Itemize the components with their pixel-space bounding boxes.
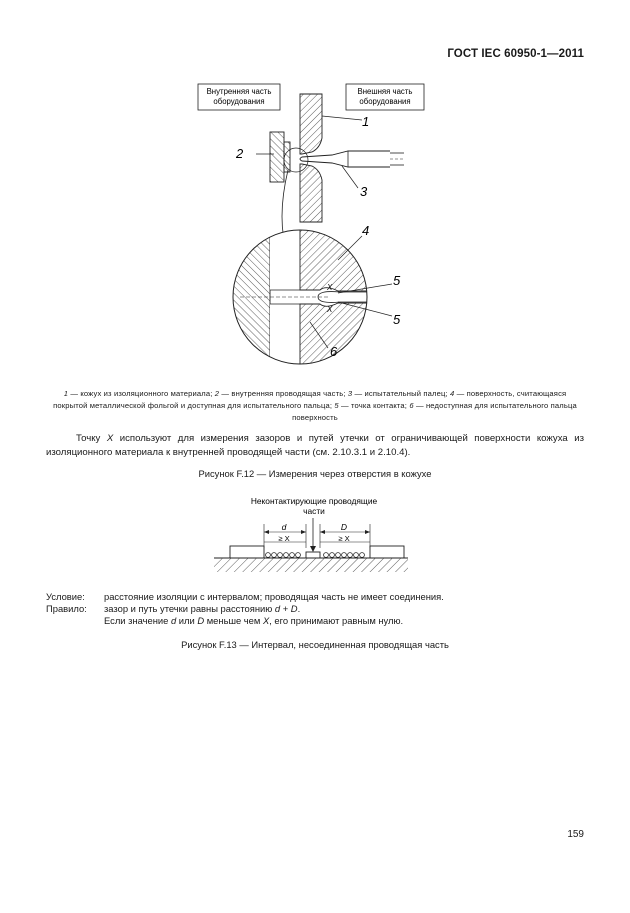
inner-part-label-1: Внутренняя часть — [206, 87, 272, 96]
callout-5b: 5 — [393, 312, 401, 327]
rule2-D: D — [197, 615, 205, 626]
callout-3: 3 — [360, 184, 368, 199]
legend-text-5: — точка контакта; — [338, 401, 410, 410]
body-paragraph — [46, 432, 584, 460]
figure-f13-drawing — [210, 494, 410, 578]
legend-num-4: 4 — [450, 389, 455, 398]
f13-right-conductor — [370, 546, 404, 558]
condition-label: Условие: — [46, 591, 85, 602]
f13-ge-x-right: ≥ X — [338, 534, 350, 543]
legend-text-2: — внутренняя проводящая часть; — [219, 389, 348, 398]
test-finger — [300, 151, 390, 167]
legend-num-2: 2 — [214, 389, 220, 398]
rule-D: D — [290, 603, 298, 614]
callout-4: 4 — [362, 223, 370, 238]
outer-part-label-2: оборудования — [359, 97, 411, 106]
f13-creepage-right — [324, 553, 365, 558]
f13-label-d: d — [281, 522, 287, 532]
f13-floating-part — [306, 552, 320, 558]
legend-num-1: 1 — [63, 389, 69, 398]
rule2-part-1: Если значение — [104, 615, 171, 626]
rule2-or: или — [176, 615, 198, 626]
f13-title-line2: части — [303, 506, 325, 516]
rule-line-2 — [104, 614, 403, 627]
enclosure-wall-lower — [300, 164, 322, 222]
rule-part-1: зазор и путь утечки равны расстоянию — [104, 603, 275, 614]
legend-text-6: — недоступная для испытательного пальца поверхность — [292, 401, 577, 422]
x-mark-lower: X — [327, 305, 333, 314]
f13-title-line1: Неконтактирующие проводящие — [250, 496, 378, 506]
para-x: X — [106, 433, 114, 444]
figure-f12-caption: Рисунок F.12 — Измерения через отверстия в кожухе — [198, 468, 432, 479]
f13-label-D: D — [340, 522, 348, 532]
legend-text-4: — поверхность, считающаяся покрытой металлической фольгой и доступная для испытательного пальца; — [53, 389, 567, 410]
condition-text: расстояние изоляции с интервалом; проводящая часть не имеет соединения. — [104, 591, 444, 602]
inner-conductive-part — [270, 132, 284, 182]
callout-5a: 5 — [393, 273, 401, 288]
legend-num-6: 6 — [409, 401, 414, 410]
legend-text-1: — кожух из изоляционного материала; — [68, 389, 215, 398]
rule-plus: + — [280, 603, 291, 614]
figure-f13-caption: Рисунок F.13 — Интервал, несоединенная проводящая часть — [181, 639, 449, 650]
f13-ge-x-left: ≥ X — [278, 534, 290, 543]
legend-text-3: — испытательный палец; — [352, 389, 451, 398]
rule2-part-2: меньше чем — [204, 615, 263, 626]
f13-left-conductor — [230, 546, 264, 558]
page-number: 159 — [567, 829, 584, 840]
para-part-1: Точку — [76, 433, 107, 444]
x-mark-upper: X — [327, 283, 333, 292]
standard-header: ГОСТ IEC 60950-1—2011 — [447, 48, 584, 60]
callout-6: 6 — [330, 344, 338, 359]
callout-2: 2 — [236, 146, 244, 161]
rule2-part-3: , его принимают равным нулю. — [269, 615, 404, 626]
rule-end: . — [297, 603, 301, 614]
figure-f12-drawing — [190, 80, 430, 380]
inner-part-label-2: оборудования — [213, 97, 265, 106]
enclosure-wall-upper — [300, 94, 322, 154]
rule2-x: X — [262, 615, 270, 626]
f13-condition-block — [46, 590, 584, 630]
rule-label: Правило: — [46, 603, 87, 614]
f13-creepage-left — [266, 553, 301, 558]
callout-1: 1 — [362, 114, 370, 129]
rule2-d: d — [170, 615, 177, 626]
figure-f12-legend — [46, 388, 584, 424]
legend-num-5: 5 — [334, 401, 339, 410]
outer-part-label-1: Внешняя часть — [357, 87, 413, 96]
rule-d: d — [274, 603, 281, 614]
para-part-2: используют для измерения зазоров и путей утечки от ограничивающей поверхности кожуха из изоляционного материала к внутренней проводящей части (см. 2.10.3.1 и 2.10.4). — [46, 433, 584, 458]
legend-num-3: 3 — [347, 389, 353, 398]
f13-ground-hatch — [214, 558, 408, 572]
